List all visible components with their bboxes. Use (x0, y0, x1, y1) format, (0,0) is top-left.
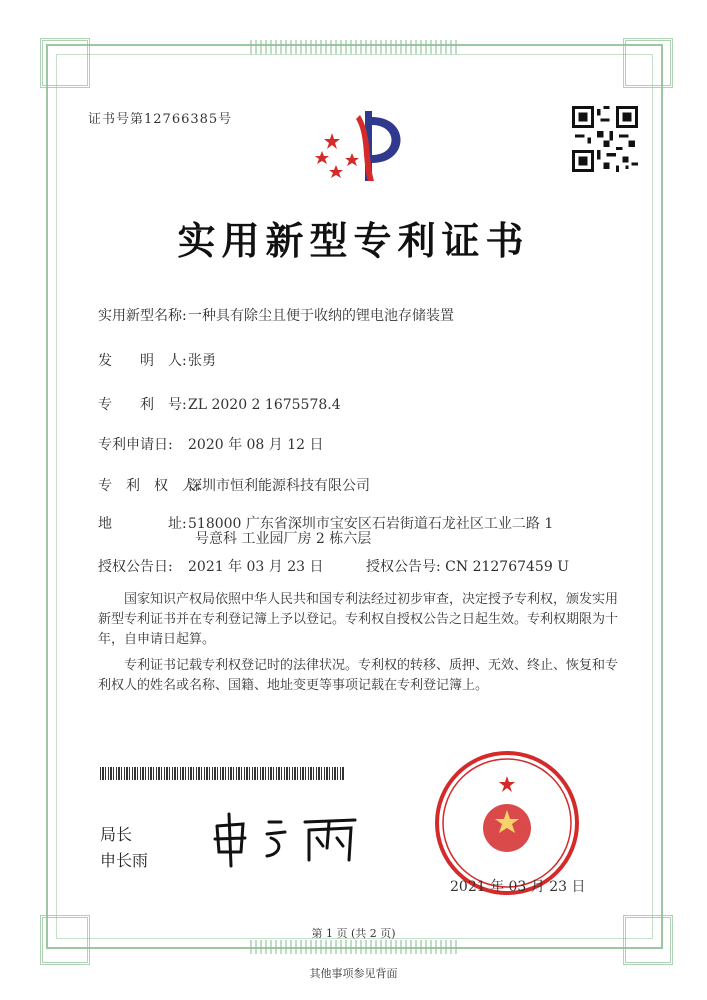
field-label: 地 址: (98, 516, 187, 532)
field-label: 专利申请日: (98, 437, 173, 453)
paragraph-legal-status: 专利证书记载专利权登记时的法律状况。专利权的转移、质押、无效、终止、恢复和专利权人的姓名或名称、国籍、地址变更等事项记载在专利登记簿上。 (98, 658, 619, 693)
field-label: 专 利 号: (98, 397, 187, 413)
seal-center-star (499, 776, 515, 792)
field-announcement-number (366, 556, 569, 576)
certificate-number: 证书号第12766385号 (88, 112, 233, 127)
field-label: 授权公告日: (98, 559, 173, 575)
page-number: 第 1 页 (共 2 页) (311, 927, 396, 940)
logo-star (329, 165, 343, 178)
field-value: 张勇 (188, 353, 216, 369)
bottom-ornament (250, 940, 460, 954)
field-label: 发 明 人: (98, 353, 187, 369)
field-label: 专 利 权 人: (98, 478, 201, 494)
corner-ornament-tl (40, 38, 90, 88)
logo-star (315, 151, 329, 164)
paragraph-grant: 国家知识产权局依照中华人民共和国专利法经过初步审查，决定授予专利权，颁发实用新型专利证书并在专利登记簿上予以登记。专利权自授权公告之日起生效。专利权期限为十年，自申请日起算。 (98, 592, 619, 647)
barcode (100, 767, 345, 780)
field-label: 实用新型名称: (98, 308, 187, 324)
field-utility-model-name (98, 305, 454, 325)
field-value: ZL 2020 2 1675578.4 (188, 397, 341, 413)
field-value: 2021 年 03 月 23 日 (188, 559, 324, 575)
field-application-date (98, 434, 324, 454)
top-ornament (250, 40, 460, 54)
field-patent-number (98, 394, 341, 414)
field-value: 一种具有除尘且便于收纳的锂电池存储装置 (188, 308, 454, 324)
certificate-title: 实用新型专利证书 (177, 218, 530, 263)
field-label: 授权公告号: (366, 559, 441, 575)
corner-ornament-tr (623, 38, 673, 88)
director-title: 局长 (100, 825, 133, 844)
address-line-2: 号意科 工业园厂房 2 栋六层 (195, 531, 372, 547)
field-inventor (98, 350, 216, 370)
field-patentee (98, 475, 370, 495)
director-block (100, 822, 148, 874)
field-value: CN 212767459 U (445, 559, 569, 575)
footer-note: 其他事项参见背面 (309, 967, 398, 980)
logo-p-curve (372, 117, 401, 163)
field-grant-date (98, 556, 324, 576)
director-signature (205, 808, 370, 868)
logo-star (324, 133, 340, 149)
director-name: 申长雨 (100, 851, 149, 870)
qr-code (572, 106, 638, 172)
field-value: 518000 广东省深圳市宝安区石岩街道石龙社区工业二路 1 (188, 516, 554, 532)
logo-star (345, 153, 359, 166)
patent-office-logo (310, 105, 420, 185)
field-value: 2020 年 08 月 12 日 (188, 437, 324, 453)
field-value: 深圳市恒利能源科技有限公司 (188, 478, 370, 494)
seal-date: 2021 年 03 月 23 日 (450, 879, 586, 895)
